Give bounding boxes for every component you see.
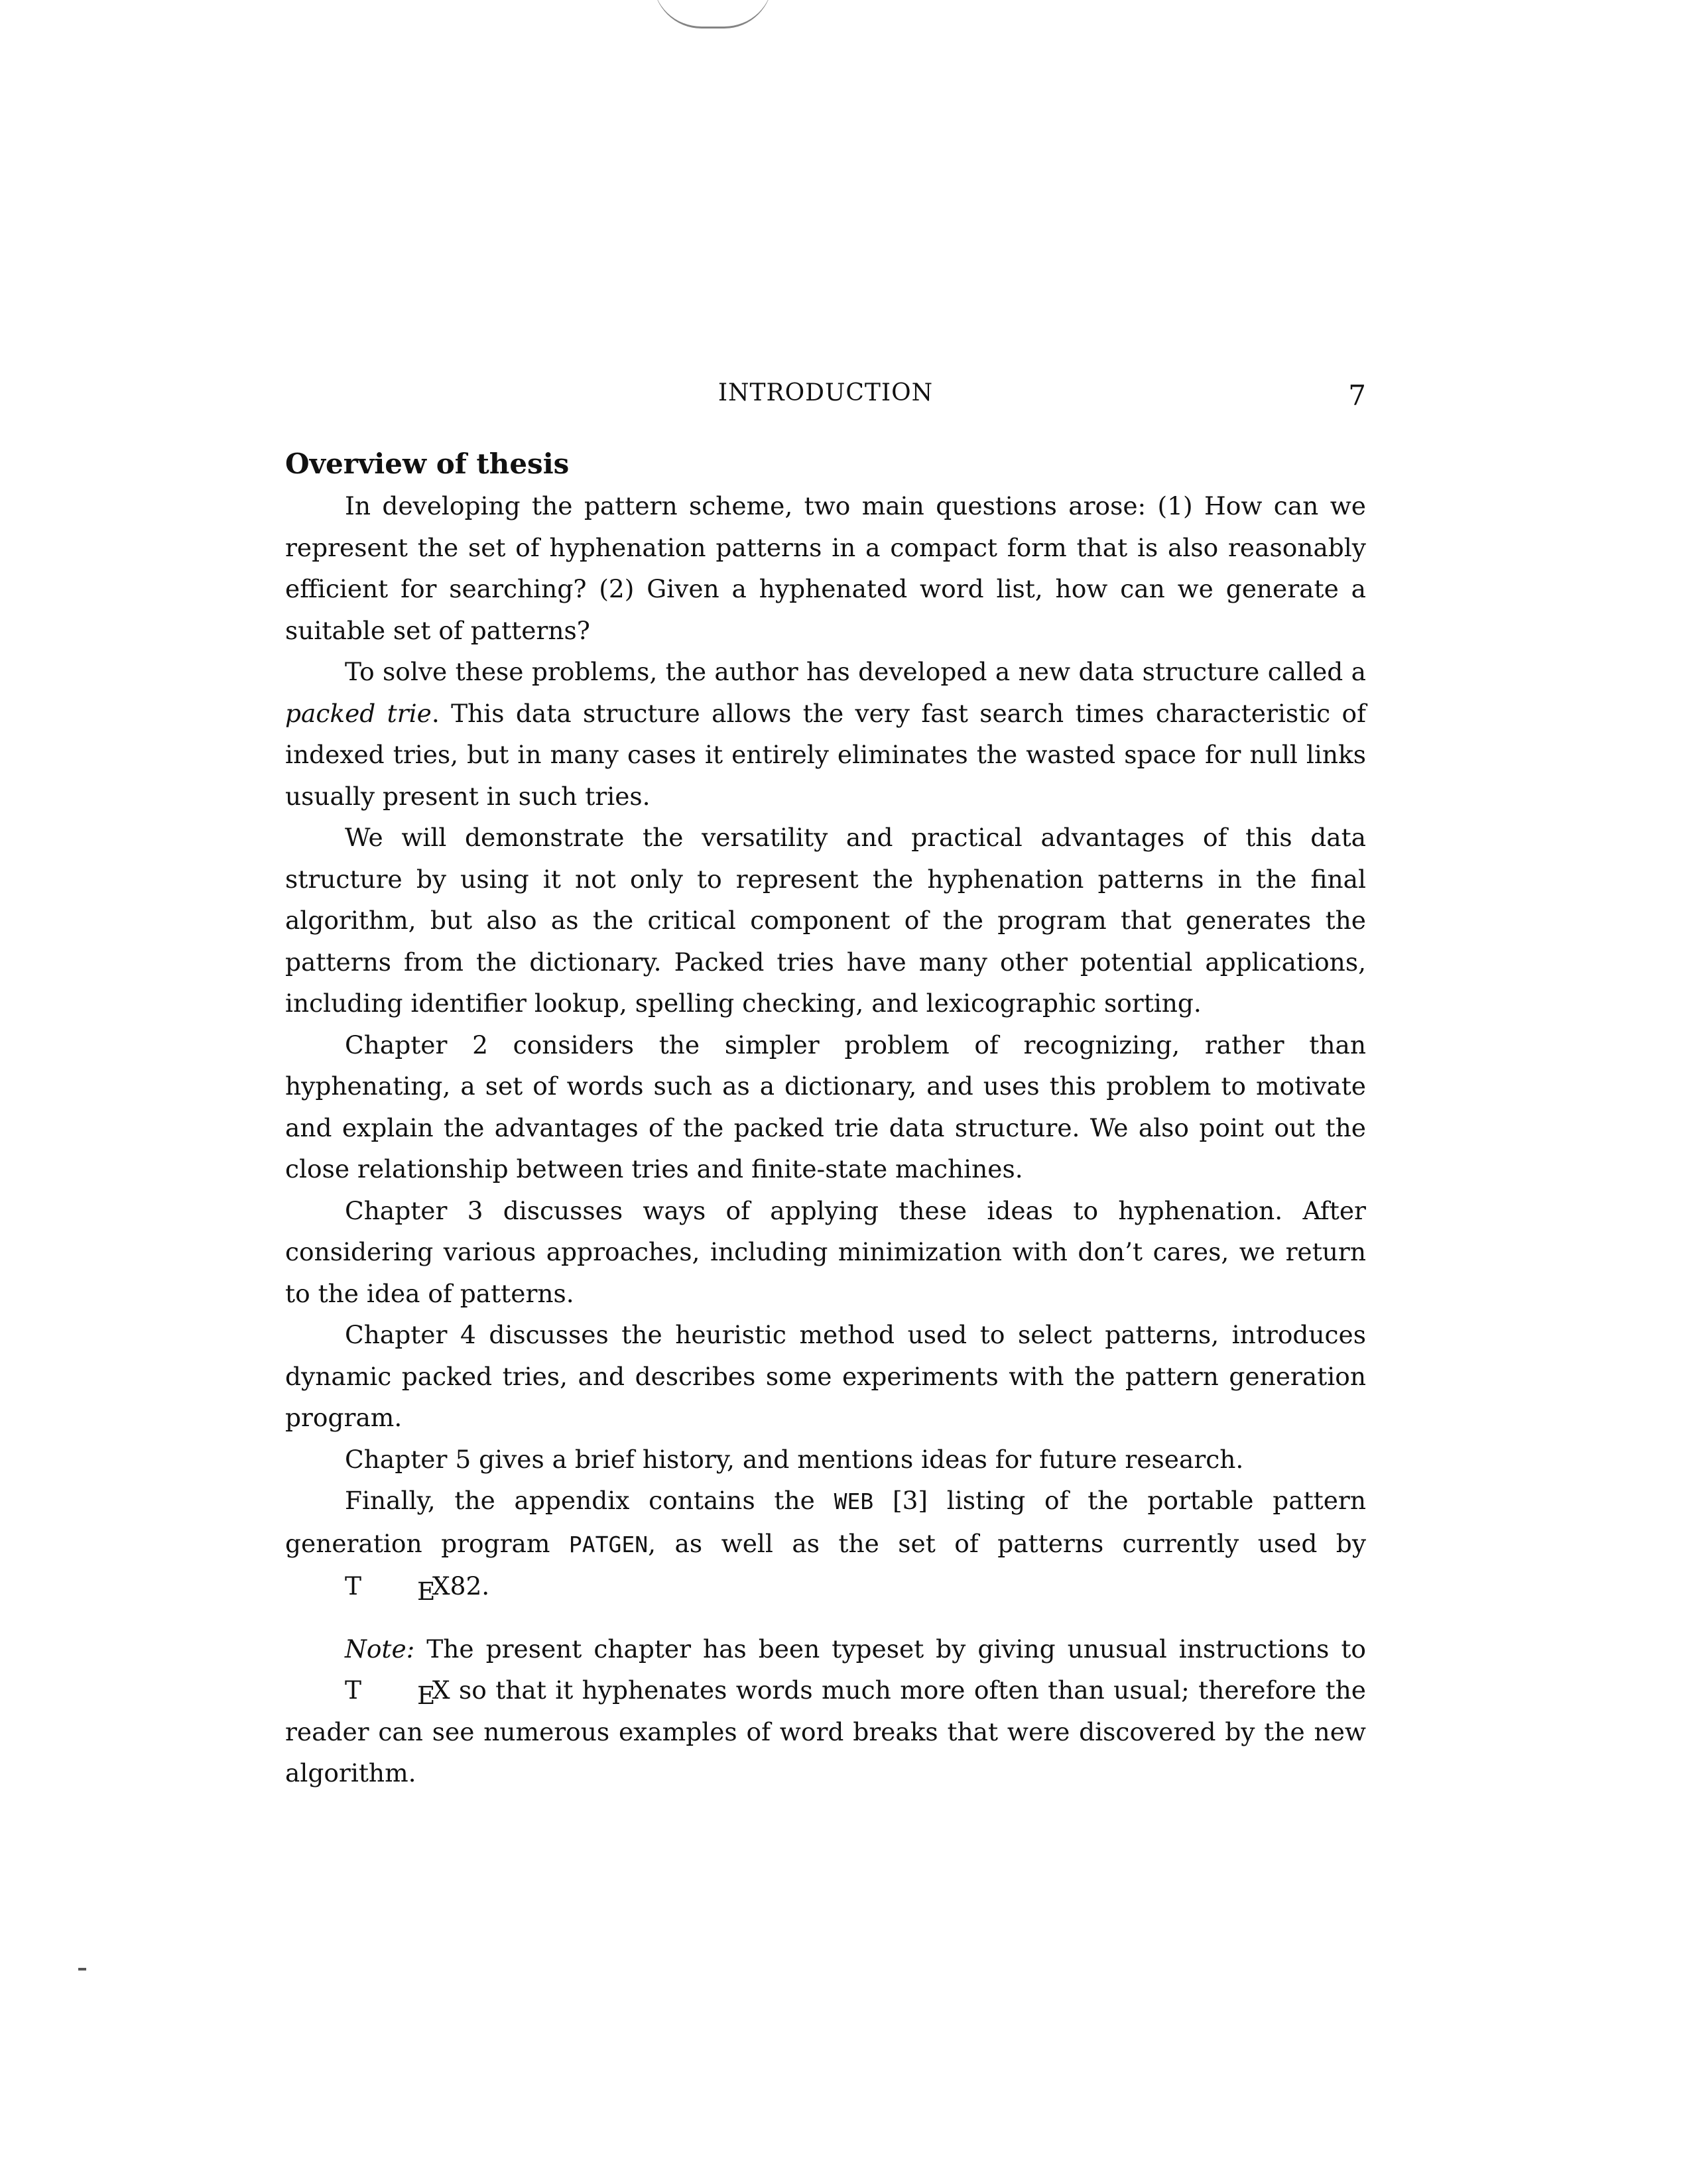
- tex-logo-e: E: [417, 1577, 436, 1607]
- paragraph-chapter-4: Chapter 4 discusses the heuristic method used to select patterns, introduces dynamic packed tries, and describes some experiments with the pattern generation program.: [285, 1320, 1366, 1432]
- paragraph-packed-trie-text-a: To solve these problems, the author has developed a new data structure called a: [345, 657, 1366, 686]
- note-tex-logo-e: E: [417, 1681, 436, 1711]
- note-label: Note:: [345, 1634, 415, 1664]
- paragraph-appendix-text-d: 82.: [450, 1571, 490, 1601]
- tex-logo: [285, 1565, 450, 1607]
- scan-artifact-arc: [653, 0, 773, 29]
- running-title: INTRODUCTION: [717, 379, 934, 406]
- running-head: [285, 379, 1366, 412]
- paragraph-appendix-text-b: [3] listing of the portable pattern generation program: [285, 1486, 1367, 1558]
- section-heading: Overview of thesis: [285, 448, 570, 480]
- paragraph-appendix-text-c: , as well as the set of patterns currently used by: [648, 1528, 1366, 1558]
- paragraph-packed-trie-text-b: . This data structure allows the very fast search times characteristic of indexed tries, but in many cases it entirely eliminates the wasted space for null links usually present in such tries.: [285, 698, 1366, 811]
- paragraph-chapter-5: Chapter 5 gives a brief history, and mentions ideas for future research.: [345, 1444, 1244, 1474]
- web-name: WEB: [834, 1488, 874, 1514]
- note-text-b: so that it hyphenates words much more often than usual; therefore the reader can see numerous examples of word breaks that were discovered by the new algorithm.: [285, 1675, 1366, 1788]
- tex-logo-t: T: [345, 1571, 362, 1601]
- note-tex-logo-x: X: [432, 1675, 450, 1705]
- patgen-name: PATGEN: [568, 1531, 649, 1557]
- note-tex-logo-t: T: [345, 1675, 362, 1705]
- body-text: [285, 443, 1366, 1794]
- paragraph-appendix: [285, 1480, 1366, 1607]
- paragraph-chapter-3: Chapter 3 discusses ways of applying these ideas to hyphenation. After considering various approaches, including minimization with don’t cares, we return to the idea of patterns.: [285, 1195, 1366, 1308]
- paragraph-appendix-text-a: Finally, the appendix contains the: [345, 1486, 834, 1515]
- note-text-a: The present chapter has been typeset by giving unusual instructions to: [414, 1634, 1366, 1664]
- note-paragraph: [285, 1628, 1366, 1794]
- paragraph-chapter-2: Chapter 2 considers the simpler problem of recognizing, rather than hyphenating, a set of words such as a dictionary, and uses this problem to motivate and explain the advantages of the packed trie data structure. We also point out the close relationship between tries and finite-state machines.: [285, 1030, 1366, 1183]
- paragraph-versatility: We will demonstrate the versatility and practical advantages of this data structure by using it not only to represent the hyphenation patterns in the final algorithm, but also as the critical component of the program that generates the patterns from the dictionary. Packed tries have many other potential applications, including identifier lookup, spelling checking, and lexicographic sorting.: [285, 823, 1366, 1018]
- note-tex-logo: [285, 1669, 450, 1711]
- tex-logo-x: X: [432, 1571, 450, 1601]
- scan-artifact-mark: [78, 1968, 86, 1971]
- page-number: 7: [1348, 379, 1366, 412]
- packed-trie-term: packed trie: [285, 698, 432, 728]
- paragraph-packed-trie: [285, 651, 1366, 817]
- paragraph-questions: In developing the pattern scheme, two main questions arose: (1) How can we represent the set of hyphenation patterns in a compact form that is also reasonably efficient for searching? (2) Given a hyphenated word list, how can we generate a suitable set of patterns?: [285, 491, 1366, 645]
